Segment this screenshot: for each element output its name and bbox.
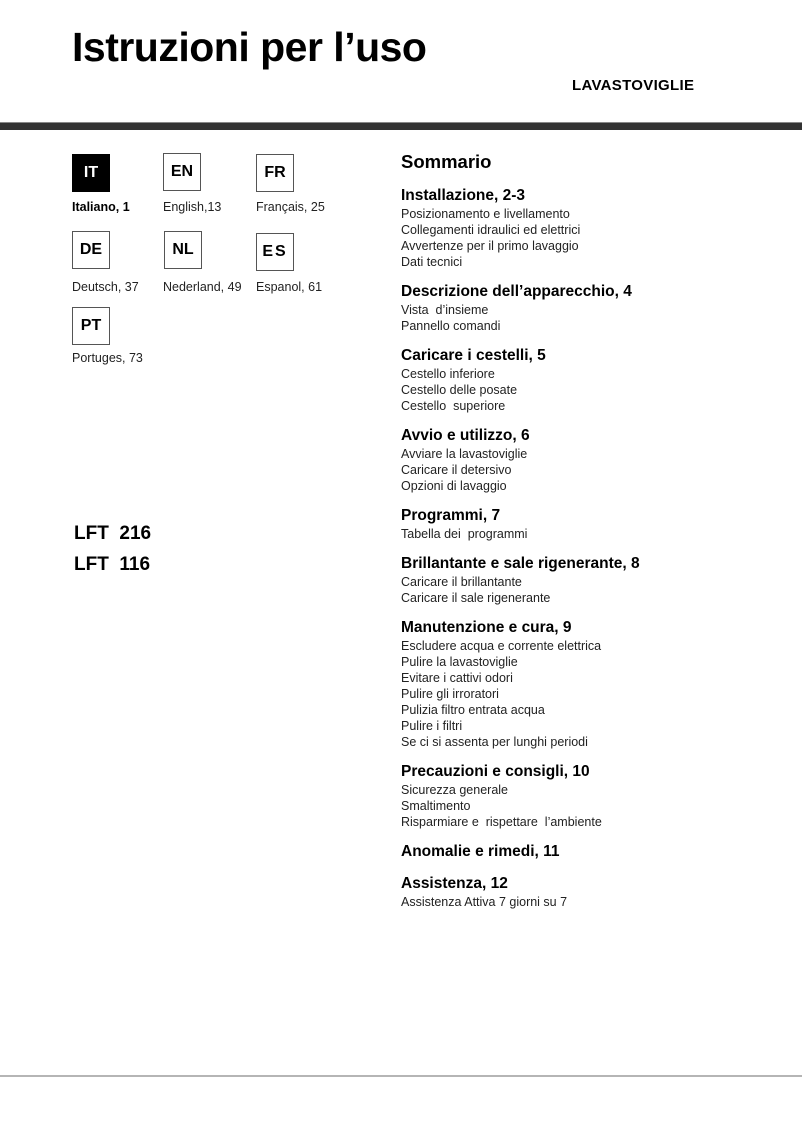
language-code-badge[interactable]: PT <box>72 307 110 345</box>
toc-heading[interactable]: Anomalie e rimedi, 11 <box>401 843 560 860</box>
language-label[interactable]: Nederland, 49 <box>163 280 242 294</box>
language-label[interactable]: Italiano, 1 <box>72 200 130 214</box>
toc-heading[interactable]: Programmi, 7 <box>401 507 501 524</box>
toc-item[interactable]: Pulire i filtri <box>401 719 463 733</box>
toc-section-avvio <box>401 426 781 494</box>
document-title: Istruzioni per l’uso <box>72 24 427 70</box>
toc-heading[interactable]: Precauzioni e consigli, 10 <box>401 763 590 780</box>
toc-section-manutenzione <box>401 618 781 750</box>
toc-heading[interactable]: Assistenza, 12 <box>401 875 508 892</box>
toc-heading[interactable]: Installazione, 2-3 <box>401 187 526 204</box>
toc-item[interactable]: Opzioni di lavaggio <box>401 479 507 493</box>
toc-section-descrizione <box>401 282 781 334</box>
toc-item[interactable]: Vista d’insieme <box>401 303 489 317</box>
toc-item[interactable]: Dati tecnici <box>401 255 463 269</box>
toc-section-assistenza <box>401 874 781 910</box>
language-code-badge[interactable]: NL <box>164 231 202 269</box>
toc-item[interactable]: Cestello superiore <box>401 399 506 413</box>
toc-item[interactable]: Risparmiare e rispettare l’ambiente <box>401 815 602 829</box>
toc-item[interactable]: Avvertenze per il primo lavaggio <box>401 239 579 253</box>
language-code-badge[interactable]: FR <box>256 154 294 192</box>
toc-item[interactable]: Escludere acqua e corrente elettrica <box>401 639 602 653</box>
toc-item[interactable]: Cestello inferiore <box>401 367 495 381</box>
toc-item[interactable]: Collegamenti idraulici ed elettrici <box>401 223 581 237</box>
toc-item[interactable]: Caricare il brillantante <box>401 575 522 589</box>
model-numbers <box>74 518 151 580</box>
toc-item[interactable]: Pannello comandi <box>401 319 501 333</box>
product-category: LAVASTOVIGLIE <box>572 77 695 94</box>
toc-item[interactable]: Evitare i cattivi odori <box>401 671 513 685</box>
model-number: LFT 216 <box>74 523 152 544</box>
toc-section-precauzioni <box>401 762 781 830</box>
toc-item[interactable]: Cestello delle posate <box>401 383 518 397</box>
toc-item[interactable]: Se ci si assenta per lunghi periodi <box>401 735 588 749</box>
language-code-badge[interactable]: ES <box>256 233 294 271</box>
toc-section-programmi <box>401 506 781 542</box>
footer-divider <box>0 1075 802 1077</box>
toc-section-installazione <box>401 186 781 270</box>
language-code-badge[interactable]: EN <box>163 153 201 191</box>
toc-item[interactable]: Avviare la lavastoviglie <box>401 447 528 461</box>
toc-heading[interactable]: Manutenzione e cura, 9 <box>401 619 572 636</box>
toc-section-brillantante <box>401 554 781 606</box>
toc-title: Sommario <box>401 151 492 172</box>
toc-item[interactable]: Pulire la lavastoviglie <box>401 655 518 669</box>
header-divider <box>0 122 802 130</box>
toc-item[interactable]: Assistenza Attiva 7 giorni su 7 <box>401 895 568 909</box>
language-code-badge[interactable]: IT <box>72 154 110 192</box>
toc-heading[interactable]: Caricare i cestelli, 5 <box>401 347 546 364</box>
toc-heading[interactable]: Avvio e utilizzo, 6 <box>401 427 530 444</box>
toc-section-caricare-cestelli <box>401 346 781 414</box>
toc-heading[interactable]: Brillantante e sale rigenerante, 8 <box>401 555 640 572</box>
language-label[interactable]: Français, 25 <box>256 200 325 214</box>
language-label[interactable]: English,13 <box>163 200 222 214</box>
toc-item[interactable]: Caricare il detersivo <box>401 463 512 477</box>
language-code-badge[interactable]: DE <box>72 231 110 269</box>
language-label[interactable]: Portuges, 73 <box>72 351 143 365</box>
toc-heading[interactable]: Descrizione dell’apparecchio, 4 <box>401 283 632 300</box>
toc-item[interactable]: Caricare il sale rigenerante <box>401 591 551 605</box>
table-of-contents <box>401 150 781 922</box>
toc-item[interactable]: Pulizia filtro entrata acqua <box>401 703 545 717</box>
model-number: LFT 116 <box>74 554 151 575</box>
toc-item[interactable]: Pulire gli irroratori <box>401 687 499 701</box>
toc-item[interactable]: Smaltimento <box>401 799 471 813</box>
toc-section-anomalie <box>401 842 781 862</box>
toc-item[interactable]: Posizionamento e livellamento <box>401 207 570 221</box>
language-label[interactable]: Espanol, 61 <box>256 280 323 294</box>
toc-item[interactable]: Tabella dei programmi <box>401 527 528 541</box>
language-label[interactable]: Deutsch, 37 <box>72 280 139 294</box>
toc-item[interactable]: Sicurezza generale <box>401 783 509 797</box>
